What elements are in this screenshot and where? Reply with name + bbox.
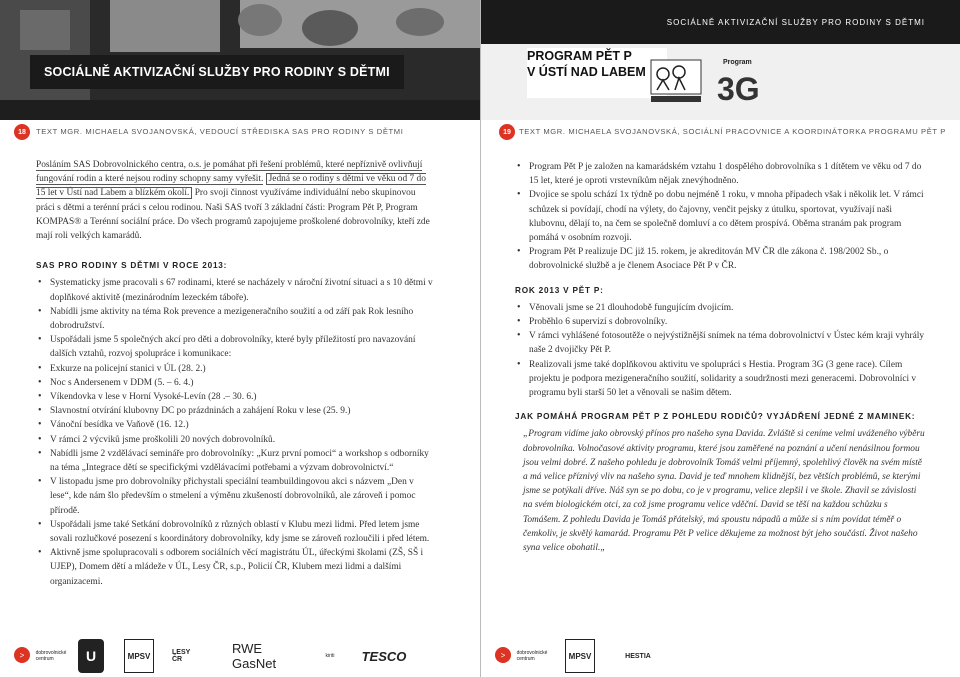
list-item: • Dvojice se spolu schází 1x týdně po dobu nejméně 1 roku, v mnoha případech však i několik let. V rámci schůzek si povídají, chodí na výlety, do čajovny, venčit pejsky z útulku, sportovat, využívají naši klubovnu, dělají to, na čem se společně domluví a co dětem prospívá. Oběma stranám pak program pomáhá v osobním rozvoji. [515,188,925,245]
kiriti-logo: kiriti [325,653,335,659]
svg-text:3G: 3G [717,71,760,106]
left-body [36,158,436,599]
section-heading: SAS PRO RODINY S DĚTMI V ROCE 2013: [36,261,228,271]
arrow-icon: > [14,647,30,663]
header-band [481,0,960,120]
section-label: SOCIÁLNĚ AKTIVIZAČNÍ SLUŽBY PRO RODINY S DĚTMI [666,18,925,27]
intro-highlight: Posláním SAS Dobrovolnického centra, o.s. je pomáhat při řešení problémů, které nepříznivě ovlivňují fungování rodin a které nejsou rodiny schopny samy vyřešit. [36,160,423,185]
right-page [480,0,960,677]
header-band-photo [0,0,480,120]
list-item: • Exkurze na policejní stanici v ÚL (28. 2.) [36,362,436,376]
page-title: SOCIÁLNĚ AKTIVIZAČNÍ SLUŽBY PRO RODINY S DĚTMI [44,65,390,79]
pet-p-logo [649,56,703,106]
hestia-logo: HESTIA [625,652,651,660]
section-heading: JAK POMÁHÁ PROGRAM PĚT P Z POHLEDU RODIČŮ? VYJÁDŘENÍ JEDNÉ Z MAMINEK: [515,412,916,422]
list-item: • Program Pět P je založen na kamarádském vztahu 1 dospělého dobrovolníka s 1 dítětem ve věku od 7 do 15 let, které je oproti vrstevníkům nějak znevýhodněno. [515,160,925,188]
dobrovolnicke-centrum-logo: dobrovolnické centrum [516,650,548,662]
list-item: • Vánoční besídka ve Vaňově (16. 12.) [36,418,436,432]
sponsor-footer [0,633,480,677]
sponsor-footer [481,633,960,677]
svg-text:Program: Program [723,59,752,66]
intro-rest: Pro svoji činnost využíváme individuální nebo skupinovou práci s dětmi a terénní práci s celou rodinou. Naši SAS tvoří 3 základní části: Program Pět P, Program KOMPAS® a Terénní sociální práce. Do všech programů zapojujeme proškolené dobrovolníky, kteří zde mají roli velkých kamarádů. [36,188,430,242]
list-item: • Slavnostní otvírání klubovny DC po prázdninách a zahájení Roku v lese (25. 9.) [36,404,436,418]
list-item: • Víkendovka v lese v Horní Vysoké-Levín (28 .– 30. 6.) [36,390,436,404]
list-item: • Program Pět P realizuje DC již 15. rokem, je akreditován MV ČR dle zákona č. 198/2002 Sb., o dobrovolnické službě a je členem Asociace Pět P v ČR. [515,245,925,273]
author-credit: TEXT MGR. MICHAELA SVOJANOVSKÁ, VEDOUCÍ STŘEDISKA SAS PRO RODINY S DĚTMI [36,127,404,136]
rwe-gasnet-logo: RWE GasNet [232,641,277,671]
program-title-line2: V ÚSTÍ NAD LABEM [527,65,646,79]
dobrovolnicke-centrum-logo: dobrovolnické centrum [35,650,67,662]
arrow-icon: > [495,647,511,663]
list-item: • Noc s Andersenem v DDM (5. – 6. 4.) [36,376,436,390]
section-heading: ROK 2013 V PĚT P: [515,285,604,295]
parent-quote: „Program vidíme jako obrovský přínos pro našeho syna Davida. Zvláště si ceníme velmi uváženého výběru dobrovolníka. Volnočasové aktivity programu, které jsou zaměřené na poznání a učení nenásilnou formou jsou velmi dobré. Z našeho pohledu je dobrovolník Tomáš velmi příjemný, spolehlivý člověk na svém místě a má velice příznivý vliv na našeho syna. David je teď mnohem klidnější, bez větších problémů, se kterými jsme se potýkali dříve. Náš syn se po dobu, co je v programu, velice zlepšil i ve škole. Zhavil se závislosti na svém biologickém otci, za což jsme programu velice vděční. David se těší na každou schůzku s Tomášem. Z pohledu Davida je Tomáš přátelský, má spoustu nápadů a může si s ním povídat téměř o čemkoliv, je skvělý kamarád. Programu Pět P velice děkujeme za možnost být jeho součástí. Život našeho syna velice obohatil.„ [523,429,925,554]
list-item: • V rámci 2 výcviků jsme proškolili 20 nových dobrovolníků. [36,433,436,447]
list-item: • Věnovali jsme se 21 dlouhodobě fungujícím dvojicím. [515,301,925,315]
list-item: • Realizovali jsme také doplňkovou aktivitu ve spolupráci s Hestia. Program 3G (3 gene race). Cílem projektu je podpora mezigeneračního soužití, solidarity a soudržnosti mezi generacemi. Dobrovolníci v programu byli starší 50 let a věnovali se našim dětem. [515,358,925,401]
u-logo: U [78,639,104,673]
list-item: • Uspořádali jsme také Setkání dobrovolníků z různých oblastí v Klubu mezi lidmi. Před letem jsme sovali rozlučkové posezení s koordinátory dobrovolníky, kdy jsme se zároveň rozloučili i před létem. [36,518,436,546]
year-2013-list [515,301,925,400]
list-item: • Nabídli jsme 2 vzdělávací semináře pro dobrovolníky: „Kurz první pomoci“ a workshop s odborníky na téma „Integrace dětí se specifickými vzdělávacími potřebami a výzvam dobrovolnictví.“ [36,447,436,475]
program-description-list [515,160,925,274]
program-title-line1: PROGRAM PĚT P [527,49,632,63]
mpsv-logo: MPSV [565,639,595,673]
lesy-cr-logo: LESY ČR [172,649,191,663]
list-item: • V rámci vyhlášené fotosoutěže o nejvýstižnější snímek na téma dobrovolnictví v Ústec kém kraji vyhrály naše 2 dvojičky Pět P. [515,329,925,357]
intro-boxed: Jedná se o rodiny s dětmi ve věku od 7 do 15 let v Ústí nad Labem a blízkém okolí. [36,174,426,199]
program-3g-logo [713,56,771,106]
list-item: • Uspořádali jsme 5 společných akcí pro děti a dobrovolníky, které byly příležitostí pro navazování dalších vztahů, rozvoj spolupráce i komunikace: [36,333,436,361]
page-number-badge: 19 [499,124,515,140]
list-item: • V listopadu jsme pro dobrovolníky přichystali speciální teambuildingovou akci s názvem „Den v lese“, kde nám šlo především o stmelení a výměnu zkušeností dobrovolníků, ale zároveň i pomoc přírodě. [36,475,436,518]
tesco-logo: TESCO [361,648,407,664]
list-item: • Proběhlo 6 supervizí s dobrovolníky. [515,315,925,329]
title-bar [30,55,404,89]
intro-paragraph [36,158,436,243]
page-number-badge: 18 [14,124,30,140]
list-item: • Systematicky jsme pracovali s 67 rodinami, které se nacházely v nároční životní situaci a s 10 dětmi v doplňkové aktivitě (mezinárodním lezeckém táboře). [36,276,436,304]
list-item: • Aktivně jsme spolupracovali s odborem sociálních věcí magistrátu ÚL, úřeckými školami (ZŠ, SŠ i UJEP), Domem dětí a mládeže v ÚL, Lesy ČR, s.p., Policií ČR, Klubem mezi lidmi a dalšími organizacemi. [36,546,436,589]
program-title [527,48,667,98]
mpsv-logo: MPSV [124,639,154,673]
right-body [515,160,925,555]
list-item: • Nabídli jsme aktivity na téma Rok prevence a mezigeneračního soužití a od září pak Rok lesního dobrodružství. [36,305,436,333]
author-credit: TEXT MGR. MICHAELA SVOJANOVSKÁ, SOCIÁLNÍ PRACOVNICE A KOORDINÁTORKA PROGRAMU PĚT P [519,127,946,136]
activity-list [36,276,436,588]
